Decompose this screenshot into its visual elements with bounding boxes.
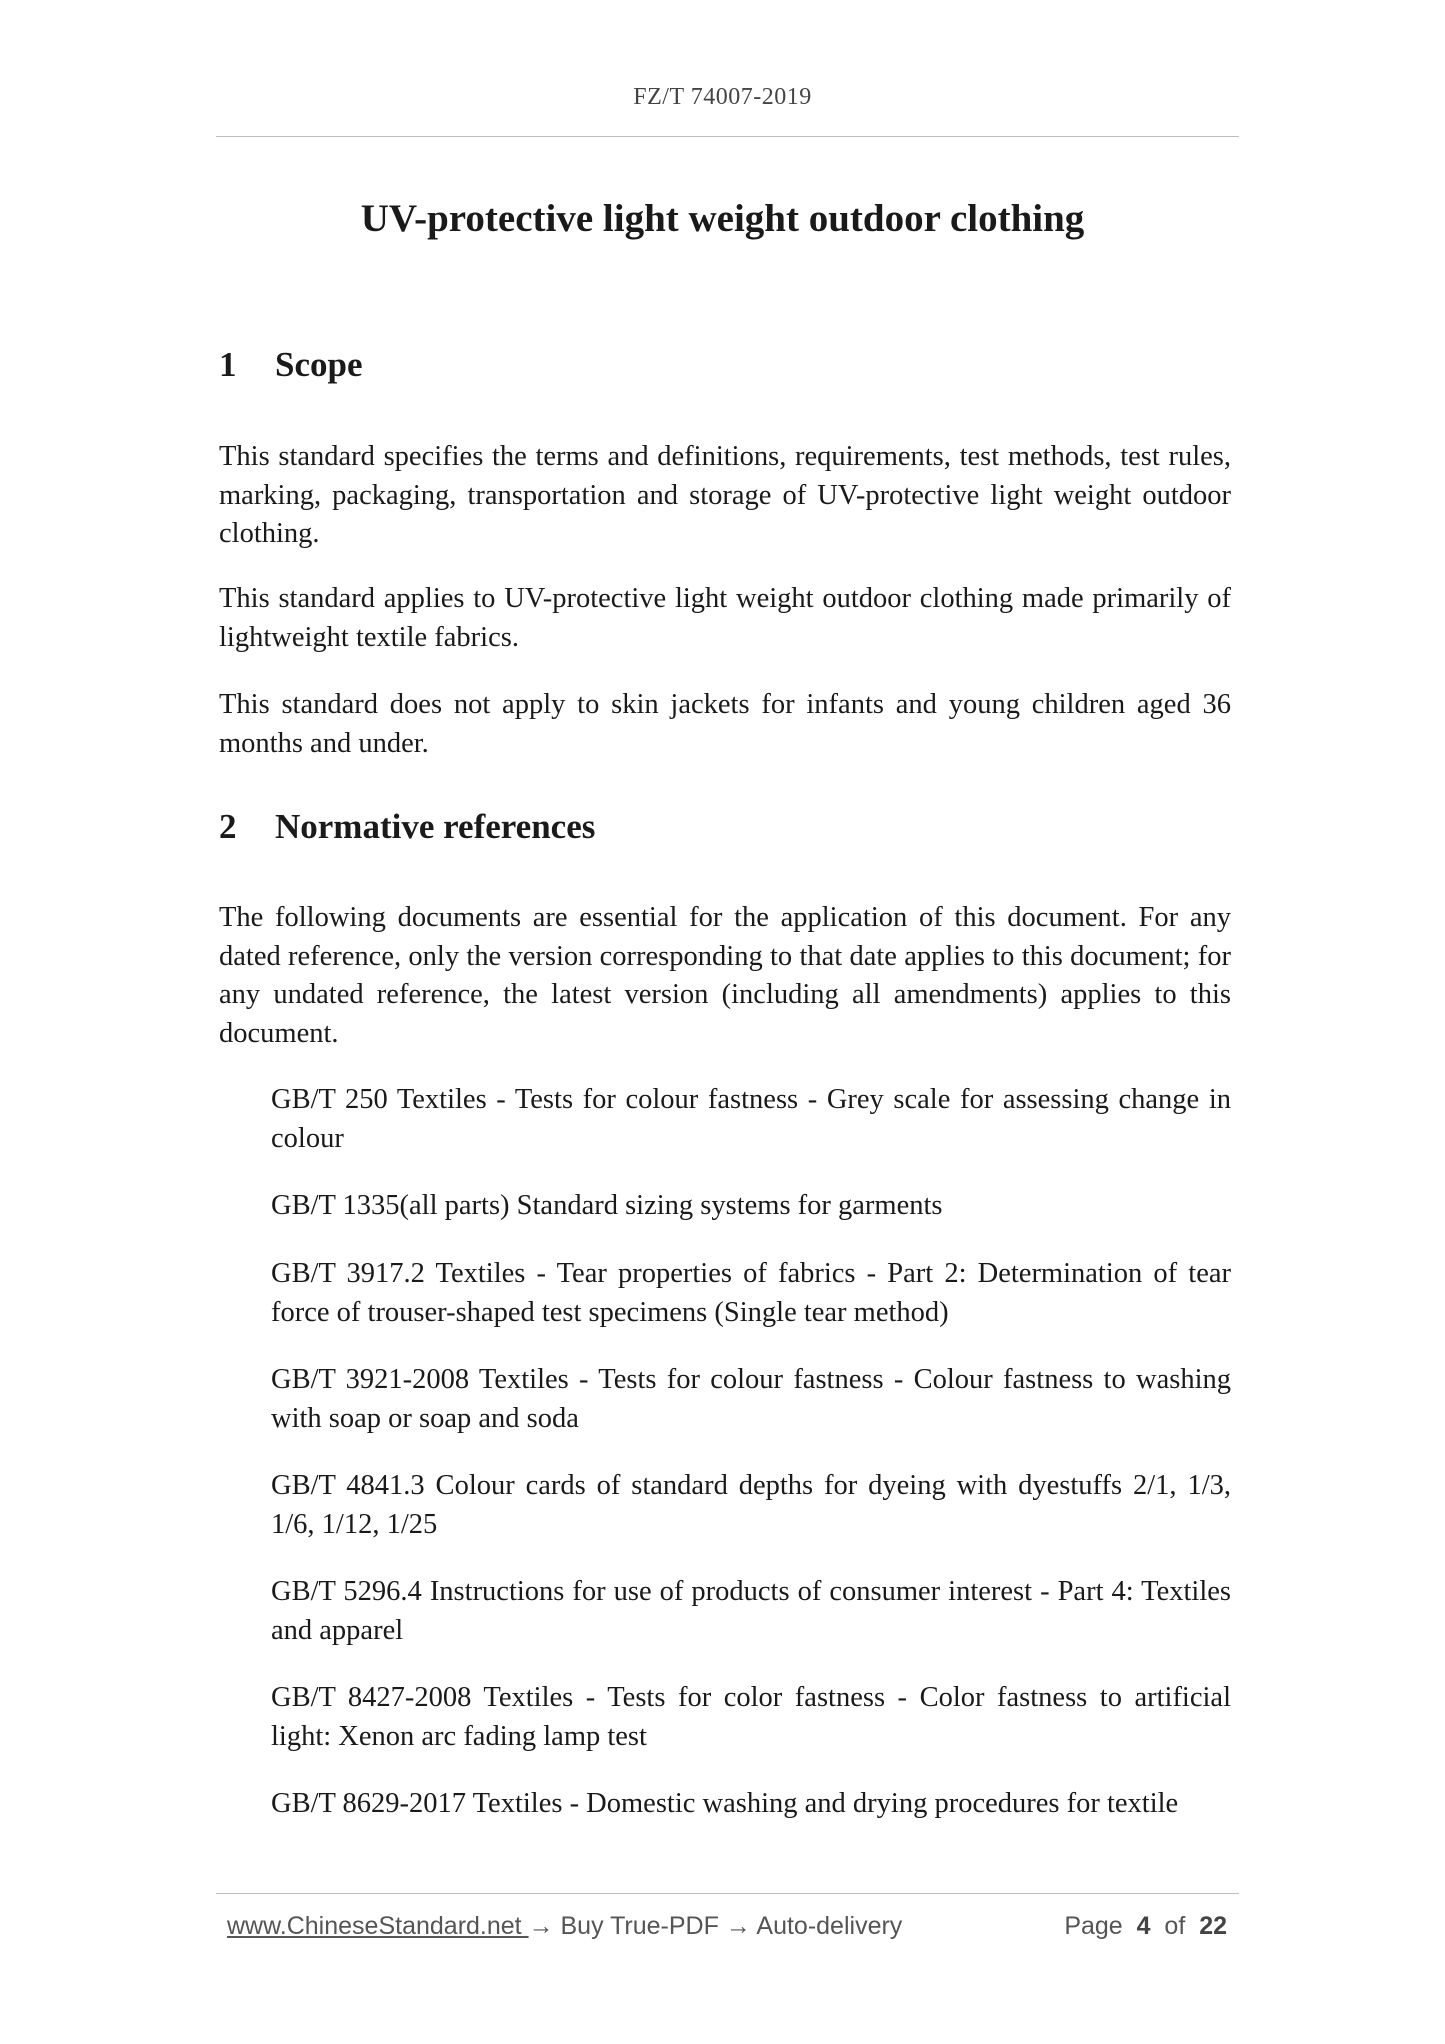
section-title: Scope [275,345,363,384]
scope-paragraph: This standard specifies the terms and definitions, requirements, test methods, test rules, marking, packaging, transportation and storage of UV-protective light weight outdoor clothing. [219,441,1231,549]
reference-item: GB/T 1335(all parts) Standard sizing systems for garments [271,1190,943,1221]
reference-item: GB/T 8427-2008 Textiles - Tests for color fastness - Color fastness to artificial light: Xenon arc fading lamp test [271,1682,1231,1752]
reference-item: GB/T 4841.3 Colour cards of standard depths for dyeing with dyestuffs 2/1, 1/3, 1/6, 1/12, 1/25 [271,1470,1231,1540]
auto-delivery-text: Auto-delivery [750,1912,903,1940]
section-heading-scope [219,345,363,385]
scope-paragraph: This standard does not apply to skin jackets for infants and young children aged 36 months and under. [219,689,1231,759]
reference-item: GB/T 8629-2017 Textiles - Domestic washing and drying procedures for textile [271,1788,1179,1819]
document-code-header: FZ/T 74007-2019 [633,84,812,110]
reference-item: GB/T 250 Textiles - Tests for colour fastness - Grey scale for assessing change in colour [271,1084,1231,1154]
normative-intro-paragraph: The following documents are essential for the application of this document. For any dated reference, only the version corresponding to that date applies to this document; for any undated reference, the latest version (including all amendments) applies to this document. [219,902,1231,1049]
section-title: Normative references [275,807,596,846]
arrow-right-icon: → [528,1912,554,1940]
footer-divider [216,1893,1239,1894]
arrow-right-icon: → [725,1912,751,1940]
section-number: 1 [219,345,237,384]
of-label: of [1164,1912,1186,1940]
section-heading-normative-references [219,807,595,847]
page-footer [227,1912,1227,1948]
scope-paragraph: This standard applies to UV-protective light weight outdoor clothing made primarily of lightweight textile fabrics. [219,583,1231,653]
footer-promo [227,1912,902,1941]
section-number: 2 [219,807,237,846]
current-page-number: 4 [1136,1912,1151,1940]
reference-item: GB/T 3917.2 Textiles - Tear properties of fabrics - Part 2: Determination of tear force of trouser-shaped test specimens (Single tear method) [271,1258,1231,1328]
buy-pdf-text: Buy True-PDF [553,1912,726,1940]
website-link[interactable]: www.ChineseStandard.net [227,1912,529,1940]
page-indicator [1064,1912,1227,1941]
page-label: Page [1064,1912,1123,1940]
reference-item: GB/T 3921-2008 Textiles - Tests for colour fastness - Colour fastness to washing with soap or soap and soda [271,1364,1231,1434]
document-title: UV-protective light weight outdoor clothing [360,197,1085,240]
header-divider [216,136,1239,137]
total-pages: 22 [1199,1912,1227,1940]
reference-item: GB/T 5296.4 Instructions for use of products of consumer interest - Part 4: Textiles and apparel [271,1576,1231,1646]
